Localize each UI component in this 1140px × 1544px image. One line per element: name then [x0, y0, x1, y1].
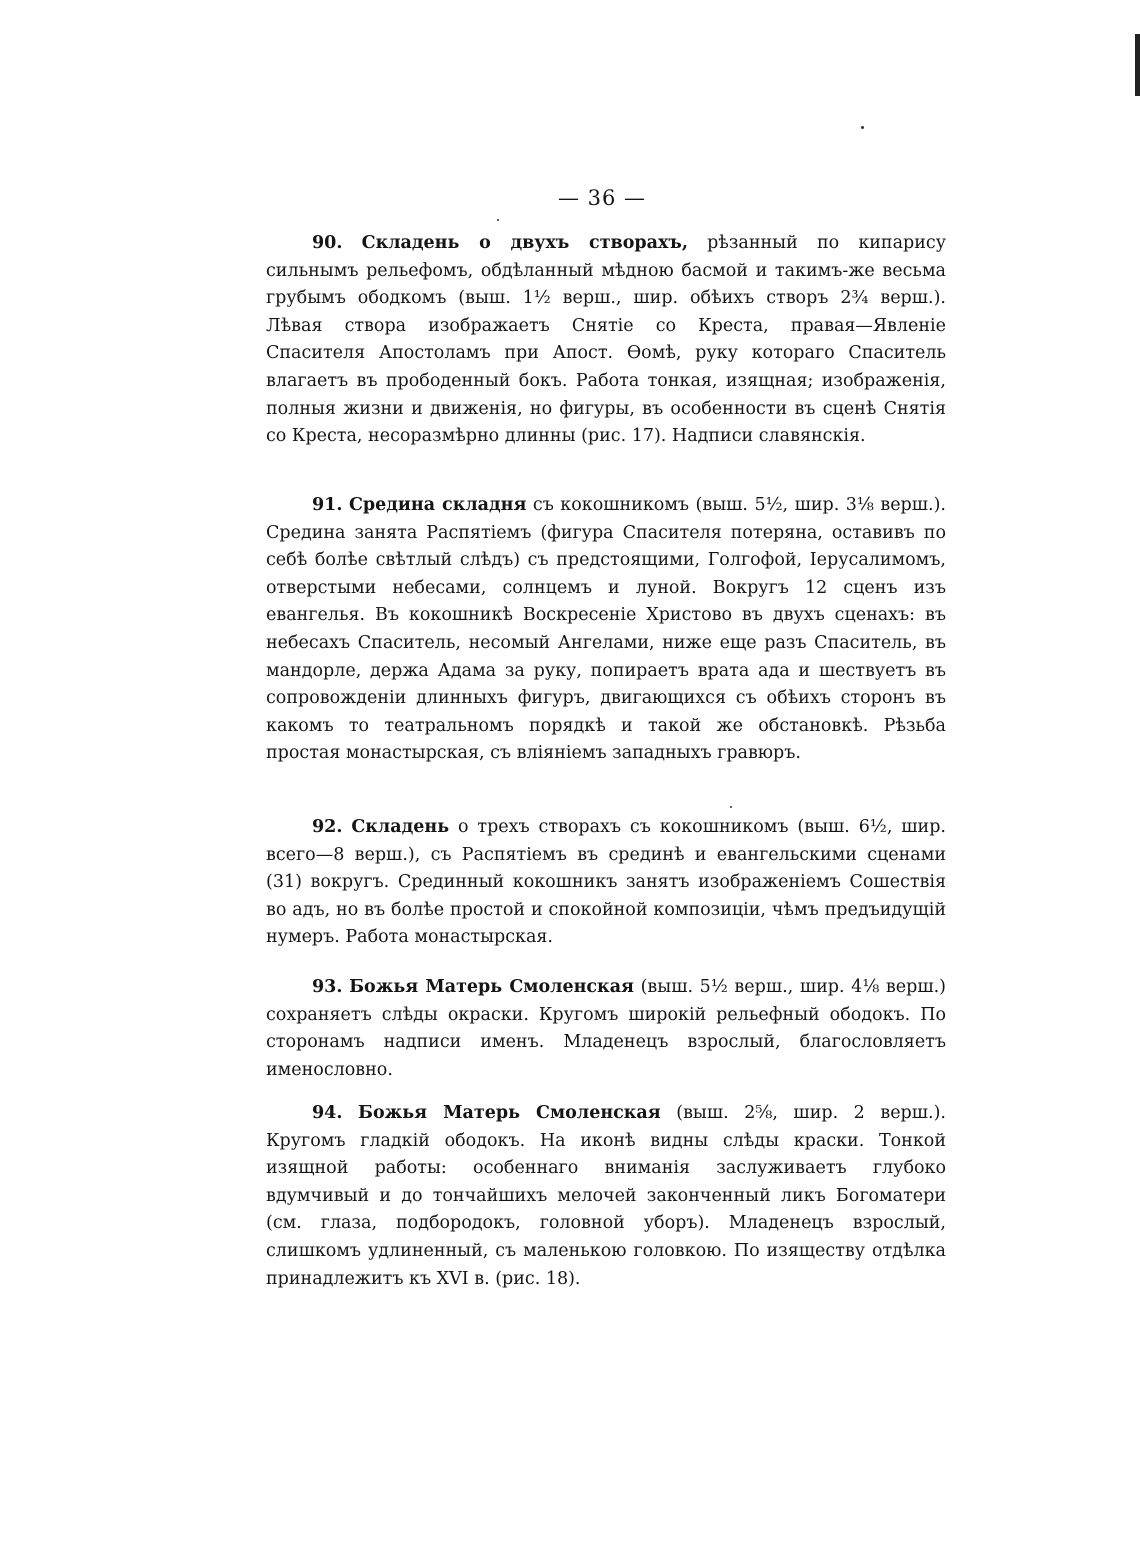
entry-title: Божья Матерь Смоленская [358, 1103, 661, 1123]
catalog-entry-93 [266, 974, 946, 1084]
entry-paragraph [266, 974, 946, 1084]
entry-title: Складень о двухъ створахъ, [361, 233, 688, 253]
entry-text: (выш. 5½ верш., шир. 4⅛ верш.) сохраняетъ слѣды окраски. Кругомъ широкій рельефный ободокъ. По сторонамъ надписи именъ. Младенецъ взрослый, благословляетъ именословно. [266, 977, 946, 1080]
entry-title: Средина складня [348, 495, 527, 515]
entry-text: рѣзанный по кипарису сильнымъ рельефомъ, обдѣланный мѣдною басмой и такимъ-же весьма грубымъ ободкомъ (выш. 1½ верш., шир. обѣихъ створъ 2¾ верш.). Лѣвая створа изображаетъ Снятіе со Креста, правая—Явленіе Спасителя Апостоламъ при Апост. Ѳомѣ, руку котораго Спаситель влагаетъ въ прободенный бокъ. Работа тонкая, изящная; изображенія, полныя жизни и движенія, но фигуры, въ особенности въ сценѣ Снятія со Креста, несоразмѣрно длинны (рис. 17). Надписи славянскія. [266, 233, 946, 447]
scan-edge-mark [1135, 34, 1140, 96]
entry-number: 92. [312, 817, 343, 837]
entry-paragraph [266, 230, 946, 451]
entry-title: Складень [351, 817, 450, 837]
scan-speck [497, 219, 499, 221]
entry-number: 91. [312, 495, 343, 515]
catalog-entry-94 [266, 1100, 946, 1293]
catalog-entry-91 [266, 492, 946, 768]
page-number: — 36 — [557, 186, 647, 210]
scan-speck [861, 126, 864, 129]
scan-speck [730, 806, 732, 808]
entry-number: 90. [312, 233, 343, 253]
entry-text: о трехъ створахъ съ кокошникомъ (выш. 6½, шир. всего—8 верш.), съ Распятіемъ въ срединѣ и евангельскими сценами (31) вокругъ. Срединный кокошникъ занятъ изображеніемъ Сошествія во адъ, но въ болѣе простой и спокойной композиціи, чѣмъ предъидущій нумеръ. Работа монастырская. [266, 817, 946, 948]
entry-number: 94. [312, 1103, 343, 1123]
catalog-entry-92 [266, 814, 946, 952]
entry-paragraph [266, 492, 946, 768]
entry-text: съ кокошникомъ (выш. 5½, шир. 3⅛ верш.). Средина занята Распятіемъ (фигура Спасителя потеряна, оставивъ по себѣ болѣе свѣтлый слѣдъ) съ предстоящими, Голгофой, Іерусалимомъ, отверстыми небесами, солнцемъ и луной. Вокругъ 12 сценъ изъ евангелья. Въ кокошникѣ Воскресеніе Христово въ двухъ сценахъ: въ небесахъ Спаситель, несомый Ангелами, ниже еще разъ Спаситель, въ мандорле, держа Адама за руку, попираетъ врата ада и шествуетъ въ сопровожденіи длинныхъ фигуръ, двигающихся съ обѣихъ сторонъ въ какомъ то театральномъ порядкѣ и такой же обстановкѣ. Рѣзьба простая монастырская, съ вліяніемъ западныхъ гравюръ. [266, 495, 946, 764]
entry-paragraph [266, 814, 946, 952]
entry-title: Божья Матерь Смоленская [349, 977, 634, 997]
entry-number: 93. [312, 977, 343, 997]
entry-paragraph [266, 1100, 946, 1293]
entry-text: (выш. 2⅝, шир. 2 верш.). Кругомъ гладкій ободокъ. На иконѣ видны слѣды краски. Тонкой изящной работы: особеннаго вниманія заслуживаетъ глубоко вдумчивый и до тончайшихъ мелочей законченный ликъ Богоматери (см. глаза, подбородокъ, головной уборъ). Младенецъ взрослый, слишкомъ удлиненный, съ маленькою головкою. По изяществу отдѣлка принадлежитъ къ XVI в. (рис. 18). [266, 1103, 946, 1289]
catalog-entry-90 [266, 230, 946, 451]
